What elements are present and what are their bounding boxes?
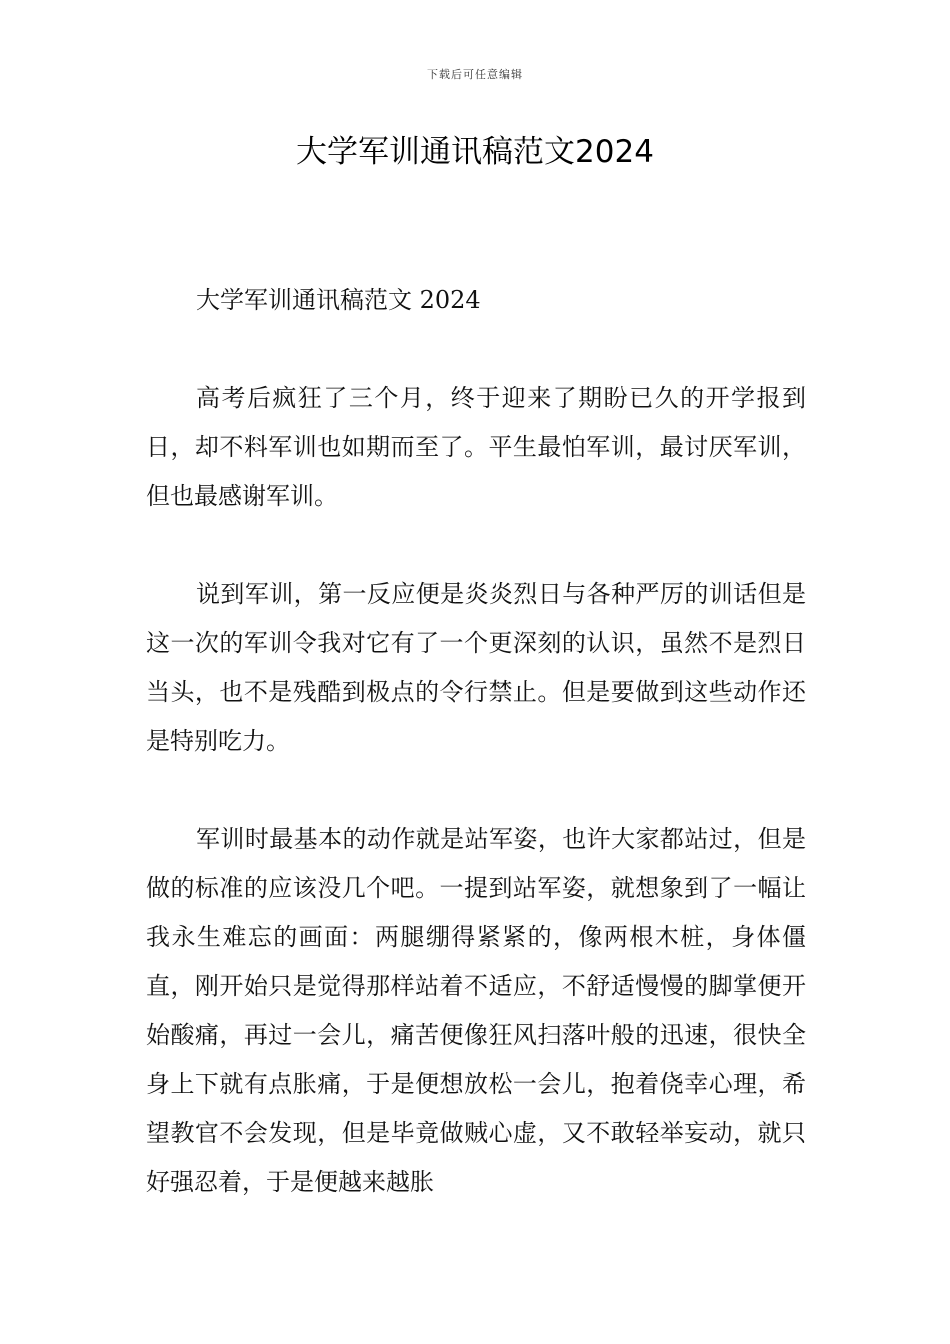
- document-title: 大学军训通讯稿范文2024: [296, 134, 654, 170]
- paragraph-1: 高考后疯狂了三个月，终于迎来了期盼已久的开学报到日，却不料军训也如期而至了。平生最怕军训，最讨厌军训，但也最感谢军训。: [146, 384, 806, 510]
- paragraph-3: 军训时最基本的动作就是站军姿，也许大家都站过，但是做的标准的应该没几个吧。一提到站军姿，就想象到了一幅让我永生难忘的画面：两腿绷得紧紧的，像两根木桩，身体僵直，刚开始只是觉得那样站着不适应，不舒适慢慢的脚掌便开始酸痛，再过一会儿，痛苦便像狂风扫落叶般的迅速，很快全身上下就有点胀痛，于是便想放松一会儿，抱着侥幸心理，希望教官不会发现，但是毕竟做贼心虚，又不敢轻举妄动，就只好强忍着，于是便越来越胀: [146, 825, 806, 1196]
- document-subtitle: 大学军训通讯稿范文 2024: [196, 286, 481, 314]
- paragraph-2: 说到军训，第一反应便是炎炎烈日与各种严厉的训话但是这一次的军训令我对它有了一个更深刻的认识，虽然不是烈日当头，也不是残酷到极点的令行禁止。但是要做到这些动作还是特别吃力。: [146, 580, 806, 755]
- header-note: 下载后可任意编辑: [427, 68, 523, 81]
